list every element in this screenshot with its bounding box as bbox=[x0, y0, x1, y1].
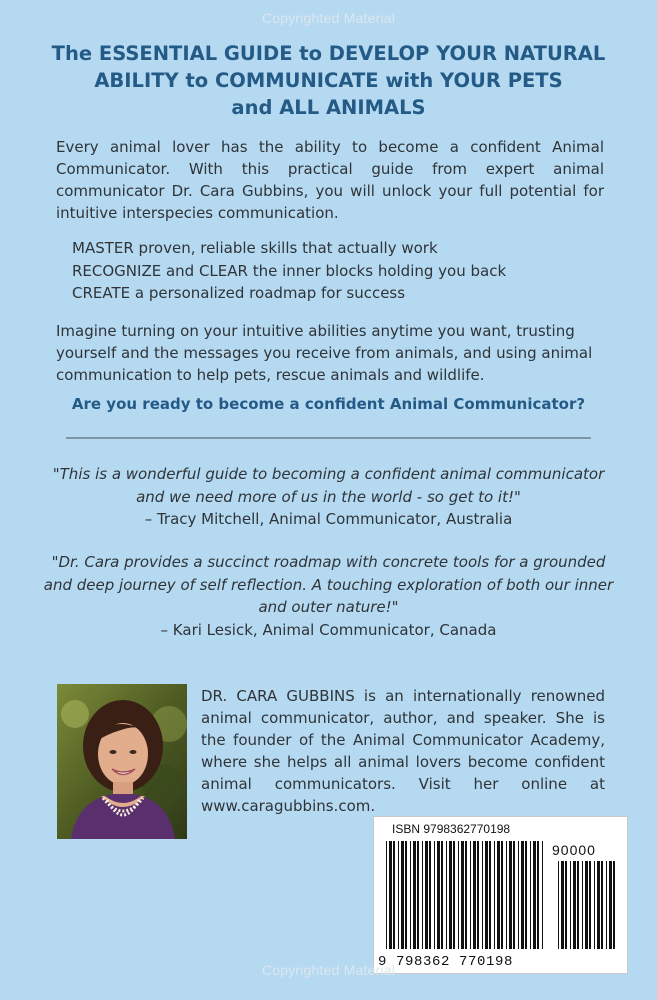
headline-line-1: The ESSENTIAL GUIDE to DEVELOP YOUR NATURAL bbox=[51, 42, 606, 65]
barcode-bar bbox=[477, 841, 479, 949]
barcode-bar bbox=[601, 861, 603, 949]
barcode-bar bbox=[570, 861, 571, 949]
barcode-bar bbox=[609, 861, 612, 949]
barcode-bar bbox=[537, 841, 539, 949]
barcode-bar bbox=[533, 841, 536, 949]
imagine-paragraph: Imagine turning on your intuitive abilities anytime you want, trusting yourself and the messages you receive from animals, and using animal communication to help pets, rescue animals and wildlife. bbox=[56, 322, 593, 384]
divider bbox=[66, 437, 591, 439]
barcode-bar bbox=[513, 841, 515, 949]
barcode-bar bbox=[453, 841, 455, 949]
headline-line-3: and ALL ANIMALS bbox=[231, 96, 426, 119]
barcode-bar bbox=[501, 841, 503, 949]
barcode-bar bbox=[389, 841, 392, 949]
barcode-bar bbox=[597, 861, 600, 949]
testimonial-attribution: – Kari Lesick, Animal Communicator, Canada bbox=[160, 620, 497, 639]
barcode-bar bbox=[434, 841, 435, 949]
headline bbox=[40, 40, 617, 121]
headline-line-2: ABILITY to COMMUNICATE with YOUR PETS bbox=[94, 69, 563, 92]
isbn-digits: 9 798362 770198 bbox=[378, 954, 514, 970]
author-bio: DR. CARA GUBBINS is an internationally renowned animal communicator, author, and speaker. She is the founder of the Animal Communicator Academy, where she helps all animal lovers become confident animal communicators. Visit her online at www.caragubbins.com. bbox=[201, 687, 605, 815]
barcode-bar bbox=[458, 841, 459, 949]
barcode-bar bbox=[577, 861, 579, 949]
testimonial-attribution: – Tracy Mitchell, Animal Communicator, Australia bbox=[144, 510, 513, 528]
barcode-bar bbox=[589, 861, 591, 949]
barcode-bar bbox=[473, 841, 476, 949]
barcode-bar bbox=[410, 841, 411, 949]
barcode-bar bbox=[494, 841, 495, 949]
barcode-bar bbox=[558, 861, 559, 949]
barcode-bar bbox=[429, 841, 431, 949]
barcode-bar bbox=[594, 861, 595, 949]
barcode-bar bbox=[585, 861, 588, 949]
barcode-bar bbox=[417, 841, 419, 949]
barcode-bar bbox=[401, 841, 404, 949]
barcode-bar bbox=[405, 841, 407, 949]
barcode-bar bbox=[398, 841, 399, 949]
barcode-bars bbox=[380, 837, 620, 957]
barcode-bar bbox=[521, 841, 524, 949]
testimonial-text: "Dr. Cara provides a succinct roadmap with concrete tools for a grounded and deep journey of self reflection. A touching exploration of both our inner and outer nature!" bbox=[43, 553, 614, 616]
barcode-bar bbox=[413, 841, 416, 949]
call-to-action: Are you ready to become a confident Animal Communicator? bbox=[71, 395, 586, 413]
barcode-bar bbox=[441, 841, 443, 949]
barcode-bar bbox=[530, 841, 531, 949]
benefit-item: CREATE a personalized roadmap for success bbox=[72, 284, 406, 302]
barcode-bar bbox=[449, 841, 452, 949]
watermark-top: Copyrighted Material bbox=[261, 10, 396, 26]
testimonial-2 bbox=[40, 551, 617, 641]
barcode-bar bbox=[470, 841, 471, 949]
barcode-bar bbox=[422, 841, 423, 949]
testimonial-1 bbox=[40, 463, 617, 531]
barcode-bar bbox=[518, 841, 519, 949]
barcode-bar bbox=[386, 841, 387, 949]
barcode-bar bbox=[561, 861, 564, 949]
benefit-item: MASTER proven, reliable skills that actually work bbox=[72, 239, 438, 257]
isbn-label: ISBN 9798362770198 bbox=[392, 822, 511, 836]
isbn-barcode bbox=[373, 816, 628, 974]
intro-paragraph: Every animal lover has the ability to become a confident Animal Communicator. With this practical guide from expert animal communicator Dr. Cara Gubbins, you will unlock your full potential for intuitive interspecies communication. bbox=[56, 138, 604, 222]
barcode-bar bbox=[542, 841, 543, 949]
author-photo bbox=[57, 684, 187, 839]
author-portrait-image bbox=[57, 684, 187, 839]
barcode-bar bbox=[573, 861, 576, 949]
testimonial-text: "This is a wonderful guide to becoming a confident animal communicator and we need more of us in the world - so get to it!" bbox=[52, 465, 605, 506]
barcode-bar bbox=[497, 841, 500, 949]
barcode-bar bbox=[509, 841, 512, 949]
barcode-bar bbox=[565, 861, 567, 949]
barcode-bar bbox=[613, 861, 615, 949]
barcode-bar bbox=[485, 841, 488, 949]
barcode-bar bbox=[461, 841, 464, 949]
barcode-bar bbox=[446, 841, 447, 949]
barcode-bar bbox=[506, 841, 507, 949]
barcode-bar bbox=[525, 841, 527, 949]
barcode-bar bbox=[489, 841, 491, 949]
barcode-bar bbox=[482, 841, 483, 949]
barcode-bar bbox=[465, 841, 467, 949]
watermark-bottom: Copyrighted Material bbox=[261, 962, 396, 978]
barcode-bar bbox=[393, 841, 395, 949]
barcode-bar bbox=[606, 861, 607, 949]
price-code: 90000 bbox=[552, 842, 596, 858]
benefits-list bbox=[72, 237, 612, 305]
benefit-item: RECOGNIZE and CLEAR the inner blocks holding you back bbox=[72, 261, 507, 280]
barcode-bar bbox=[437, 841, 440, 949]
barcode-bar bbox=[582, 861, 583, 949]
barcode-bar bbox=[425, 841, 428, 949]
